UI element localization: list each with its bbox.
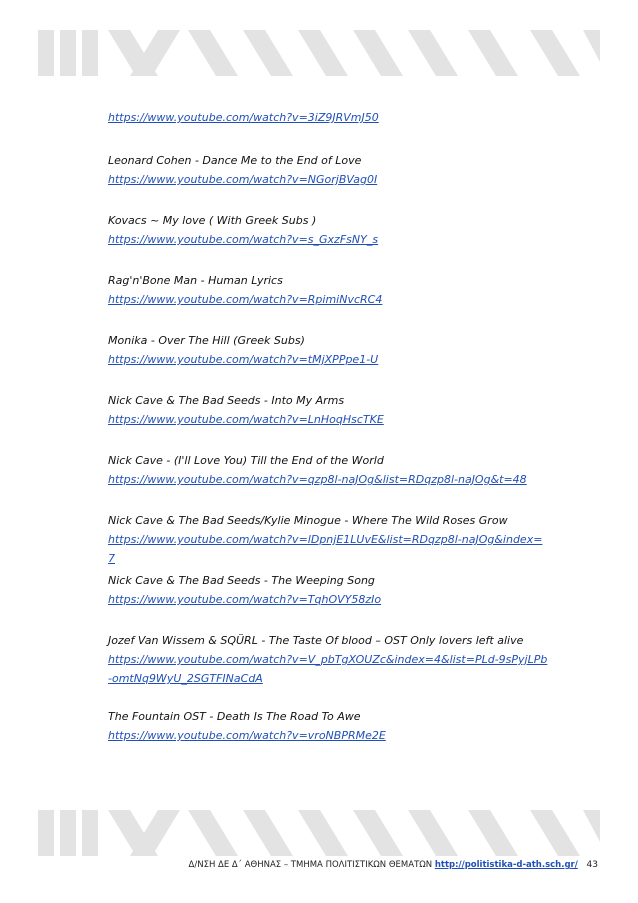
list-item <box>108 707 548 745</box>
entry-title: Jozef Van Wissem & SQÜRL - The Taste Of blood – OST Only lovers left alive <box>108 634 524 647</box>
list-item <box>108 108 548 127</box>
entry-link[interactable]: https://www.youtube.com/watch?v=3iZ9JRVmJ50 <box>108 111 379 124</box>
entry-link[interactable]: https://www.youtube.com/watch?v=lDpnjE1LUvE&list=RDqzp8l-naJOg&index=7 <box>108 533 543 565</box>
entry-link[interactable]: https://www.youtube.com/watch?v=qzp8l-naJOg&list=RDqzp8l-naJOg&t=48 <box>108 473 527 486</box>
entry-title: Nick Cave & The Bad Seeds - The Weeping Song <box>108 574 375 587</box>
footer-url-link[interactable]: http://politistika-d-ath.sch.gr/ <box>434 860 578 870</box>
footer-decorative-band <box>38 806 600 862</box>
list-item <box>108 151 548 189</box>
list-item <box>108 331 548 369</box>
entry-link[interactable]: https://www.youtube.com/watch?v=s_GxzFsNY_s <box>108 233 379 246</box>
list-item <box>108 211 548 249</box>
entry-title: Nick Cave & The Bad Seeds - Into My Arms <box>108 394 345 407</box>
entry-title: The Fountain OST - Death Is The Road To Awe <box>108 710 361 723</box>
entry-link[interactable]: https://www.youtube.com/watch?v=NGorjBVag0I <box>108 173 378 186</box>
list-item <box>108 271 548 309</box>
header-decorative-band <box>38 26 600 82</box>
footer-text: Δ/ΝΣΗ ΔΕ Δ΄ ΑΘΗΝΑΣ – ΤΜΗΜΑ ΠΟΛΙΤΙΣΤΙΚΩΝ ΘΕΜΑΤΩΝ <box>188 860 433 870</box>
list-item <box>108 571 548 609</box>
entry-link[interactable]: https://www.youtube.com/watch?v=TqhOVY58zIo <box>108 593 382 606</box>
entry-link[interactable]: https://www.youtube.com/watch?v=tMjXPPpe1-U <box>108 353 379 366</box>
entry-title: Kovacs ~ My love ( With Greek Subs ) <box>108 214 317 227</box>
entry-title: Monika - Over The Hill (Greek Subs) <box>108 334 305 347</box>
list-item <box>108 511 548 568</box>
list-item <box>108 451 548 489</box>
stripe-pattern <box>38 26 600 82</box>
entry-title: Nick Cave & The Bad Seeds/Kylie Minogue - Where The Wild Roses Grow <box>108 514 508 527</box>
entry-link[interactable]: https://www.youtube.com/watch?v=V_pbTgXOUZc&index=4&list=PLd-9sPyjLPb-omtNq9WyU_2SGTFINaCdA <box>108 653 548 685</box>
stripe-pattern <box>38 806 600 862</box>
entry-link[interactable]: https://www.youtube.com/watch?v=vroNBPRMe2E <box>108 729 386 742</box>
entry-title: Nick Cave - (I'll Love You) Till the End of the World <box>108 454 384 467</box>
entry-title: Rag'n'Bone Man - Human Lyrics <box>108 274 283 287</box>
list-item <box>108 631 548 688</box>
page-footer <box>0 860 598 870</box>
entry-title: Leonard Cohen - Dance Me to the End of Love <box>108 154 362 167</box>
list-item <box>108 391 548 429</box>
page-number: 43 <box>586 860 598 870</box>
entry-link[interactable]: https://www.youtube.com/watch?v=RpimiNvcRC4 <box>108 293 383 306</box>
entry-link[interactable]: https://www.youtube.com/watch?v=LnHoqHscTKE <box>108 413 384 426</box>
